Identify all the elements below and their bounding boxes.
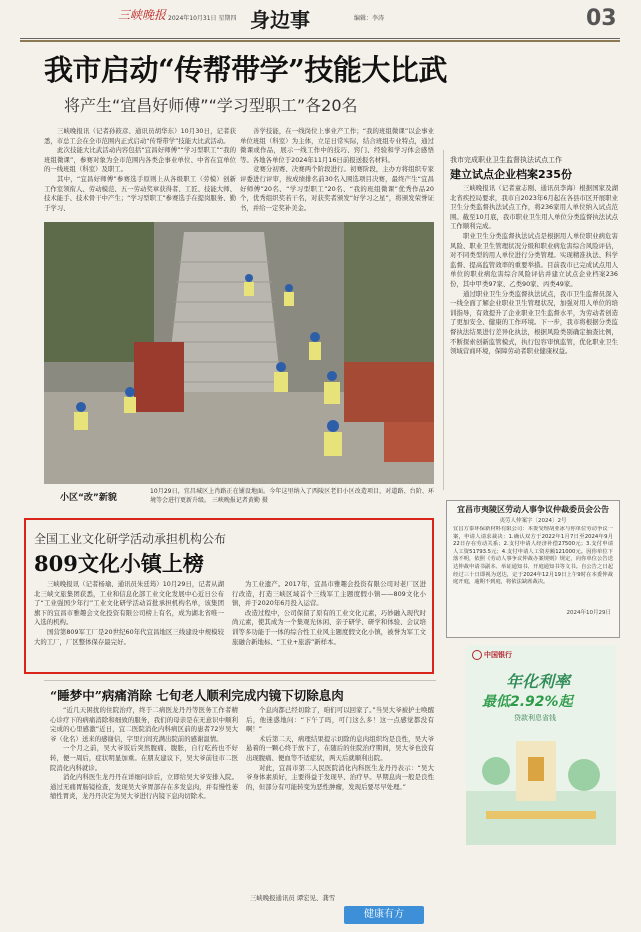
- bank-name: 中国银行: [484, 651, 512, 659]
- bank-advertisement[interactable]: [466, 645, 616, 845]
- notice-number: 夷劳人仲案字〔2024〕2号: [499, 518, 567, 524]
- column-divider: [443, 150, 444, 490]
- redbox-column-2: [232, 580, 426, 668]
- header-accent-bar: [20, 40, 620, 42]
- construction-photo: [44, 222, 434, 484]
- bottom-paragraph: 个息肉都已经切除了，咱们可以回家了。”当吴大爷被护士唤醒后，他迷惑地问：“下午了吗，可门这么多！这一点感觉都没有啊！”: [246, 706, 434, 734]
- photo-caption-label: 小区“改”新貌: [60, 493, 117, 503]
- ad-slogan: 贷款利息省钱: [514, 714, 556, 722]
- sidebar-paragraph: 通过职业卫生分类监督执法试点，我市卫生监督员深入一线全面了解企业职业卫生管理状况，加强对用人单位的培训指导，有效提升了企业职业卫生监督水平，为劳动者创造了更加安全、健康的工作环境。下一步，我市将根据分类监督执法结果进行差异化执法，根据风险类别确定抽查比例，不断探索创新监管模式，执行包容审慎监管，优化职业卫生领域营商环境，保障劳动者职业健康权益。: [450, 289, 618, 356]
- redbox-headline: 809文化小镇上榜: [34, 551, 204, 576]
- bottom-column-2: [246, 706, 434, 890]
- bottom-paragraph: 对此，宜昌市第二人民医院消化内科医生龙丹丹表示：“吴大爷身体素质好，主要得益于发现早、治疗早。早期息肉一般是良性的，但部分有可能转变为恶性肿瘤，发现后要尽早处理。”: [246, 763, 434, 791]
- bottom-section-rule: [44, 680, 436, 681]
- ad-rate-line: 最低2.92%起: [482, 694, 573, 710]
- lead-paragraph: 善学技能，在一线岗位上事业产工作；“我的班组微课”以企事业单位班组（科室）为主体，立足日常实际，结合班组专业特点，通过微课或作品，展示一线工作中的技巧、窍门、经验和学习体会感悟等。各地各单位于2024年11月16日前报送报名材料。: [240, 127, 434, 164]
- issue-date: 2024年10月31日 星期四: [168, 15, 237, 22]
- bank-logo: [472, 650, 512, 660]
- bottom-headline: “睡梦中”病痛消除 七旬老人顺利完成内镜下切除息肉: [50, 688, 344, 703]
- notice-body: 宜昌方泰环保新材料有限公司：本委受理胡亚冰与你单位劳动争议一案，申请人请求裁决：1.确认双方于2022年1月7日至2024年9月22日存在劳动关系；2.支付申请人经济补偿27500元；3.支付申请人工资51793.5元；4.支付申请人工资差额121000元。因你单位下落不明，依照《劳动人事争议仲裁办案规则》规定，向你单位公告送达仲裁申请书副本、举证通知书、开庭通知书等文书。自公告之日起经过三十日即视为送达，定于2024年12月19日上午9时在本委仲裁庭开庭，逾期不到庭，将依法缺席裁决。: [453, 526, 613, 586]
- health-column-tag: 健康有方: [344, 906, 424, 924]
- bottom-paragraph: 术后第二天，病理结果提示切除的息肉组织均是良性，吴大爷悬着的一颗心终于放下了，在随后的住院治疗期间，吴大爷也没有出现腹痛、便血等不适症状，两天后就顺利出院。: [246, 734, 434, 762]
- lead-subheadline: 将产生“宜昌好师傅”“学习型职工”各20名: [64, 96, 358, 115]
- redbox-kicker: 全国工业文化研学活动承担机构公布: [34, 532, 227, 546]
- lead-paragraph: 其中，“宜昌好师傅”参赛选手原则上从各级职工（劳模）创新工作室领衔人、劳动模范、五一劳动奖章获得者、工匠、技能大师、技术能手、技术骨干中产生；“学习型职工”参赛选手在提岗服务、勤于学习、: [44, 174, 236, 212]
- lead-paragraph: 三峡晚报讯（记者孙筱彦、通讯员胡华东）10月30日，记者获悉，市总工会在全市范围内正式启动“传帮带学”技能大比武活动。: [44, 127, 236, 145]
- redbox-column-1: [34, 580, 224, 668]
- section-title: 身边事: [250, 8, 310, 32]
- notice-title: 宜昌市夷陵区劳动人事争议仲裁委员会公告: [457, 505, 609, 514]
- sidebar-body: [450, 184, 618, 484]
- construction-scene-image: [44, 222, 434, 484]
- notice-date: 2024年10月29日: [566, 610, 611, 616]
- header-rule: [20, 38, 620, 39]
- lead-headline: 我市启动“传帮带学”技能大比武: [44, 53, 447, 87]
- redbox-paragraph: 为工业遗产。2017年，宜昌市雅趣会投资有限公司对老厂区进行改造，打造三峡区域首个三线军工主题度假小镇——809文化小镇，并于2020年6月投入运营。: [232, 580, 426, 608]
- bottom-paragraph: 消化内科医生龙丹丹在详细问诊后，立即给吴大爷安排入院。通过无痛胃肠镜检查，发现吴大爷胃部存在多发息肉，并有慢性萎缩性胃炎，龙丹丹决定为吴大爷进行内镜下息肉切除术。: [50, 773, 238, 801]
- lead-paragraph: 竞赛分初赛、决赛两个阶段进行。初赛阶段，主办方将组织专家评委进行评审，按成绩排名前30名入围选项目决赛，最终产生“宜昌好师傅”20名、“学习型职工”20名、“我的班组微课”优秀作品20个，优秀组织奖若干名，对获奖者颁发“好学习之星”，将颁发荣誉证书，并给一定奖补美金。: [240, 165, 434, 212]
- sidebar-kicker: 我市完成职业卫生监督执法试点工作: [450, 156, 562, 164]
- photo-caption: 10月29日，宜昌城区上肖路正在铺设地面。今年这里纳入了西陵区老旧小区改造项目，对道路、台阶、环境等会进行更新升级。 三峡晚报记者黄勤 摄: [150, 488, 434, 504]
- redbox-paragraph: 国营第809军工厂是20世纪60年代宜昌地区三线建设中规模较大的工厂，厂区整体保存最完好。: [34, 627, 224, 646]
- redbox-paragraph: 三峡晚报讯（记者杨瑜、通讯员朱廷筠）10月29日，记者从湖北三峡文旅集团获悉，工业和信息化部工业文化发展中心近日公布了“工业强国少年行”工业文化研学活动首批承担机构名单，该集团旗下的宜昌市雅趣会文化投资有限公司榜上有名，成为湖北省唯一入选的机构。: [34, 580, 224, 627]
- bank-logo-icon: [472, 650, 482, 660]
- ad-title-line-1: 年化利率: [506, 672, 571, 691]
- redbox-paragraph: 改造过程中，公司保留了原有的工业文化元素，巧妙融入现代时尚元素，使其成为一个集观光休闲、亲子研学、研学和体验、会议培训等多功能于一体的综合性工业风主题度假文化小镇，被誉为军工文旅融合新地标、“工业+旅游”新样本。: [232, 608, 426, 646]
- lead-paragraph: 此次技能大比武活动内容包括“宜昌好师傅”“学习型职工”“我的班组微课”，参赛对象为全市范围内各类企事业单位、中省在宜单位的一线班组（科室）及职工。: [44, 146, 236, 174]
- bottom-byline: 三峡晚报通讯员 谭宏见、龚雪: [250, 894, 336, 902]
- page-number: 03: [586, 6, 617, 31]
- editor-credit: 编辑：李涛: [354, 15, 385, 22]
- sidebar-paragraph: 职业卫生分类监督执法试点是根据用人单位职业病危害风险、职业卫生管理状况分级和职业病危害综合风险评估，对不同类型的用人单位进行分类管理。实现精准执法、科学监督、提高监管效率的重要举措。目前我市已完成试点用人单位的职业病危害综合风险评估并建立试点企业档案236份，其中甲类97家、乙类90家、丙类49家。: [450, 231, 618, 288]
- lead-column-2: [240, 127, 434, 219]
- legal-notice-box: [446, 500, 620, 638]
- ad-illustration: [466, 731, 616, 845]
- newspaper-logo: 三峡晚报: [118, 8, 167, 22]
- highlighted-story-box: [24, 518, 434, 674]
- bottom-paragraph: 一个月之前，吴大爷饭后突然腹痛、腹胀，自行吃药也不好转，便一周后，症状明显加重。在朋友建议下，吴大爷前往市二医院消化内科就诊。: [50, 744, 238, 772]
- sidebar-paragraph: 三峡晚报讯（记者童志刚、通讯员李海）根据国家及湖北省疾控局要求，我市自2023年6月起在各县市区开展职业卫生分类监督执法试点工作，将236家用人单位纳入试点范围。截至10月底，我市职业卫生用人单位分类监督执法试点工作顺利完成。: [450, 184, 618, 231]
- bottom-column-1: [50, 706, 238, 918]
- bottom-paragraph: “近几天困扰的住院治疗，终于二病医龙丹丹等医务工作者精心诊疗下的病痛消除和细致的服务，我们的母亲是在无意识中顺利完成的心里感激”近日，宜二医院消化内科病区前的患者72岁吴大爷（化名）送来的感谢信，字里行间充满出院前的感谢温情。: [50, 706, 238, 743]
- sidebar-headline: 建立试点企业档案235份: [450, 168, 572, 181]
- lead-column-1: [44, 127, 236, 219]
